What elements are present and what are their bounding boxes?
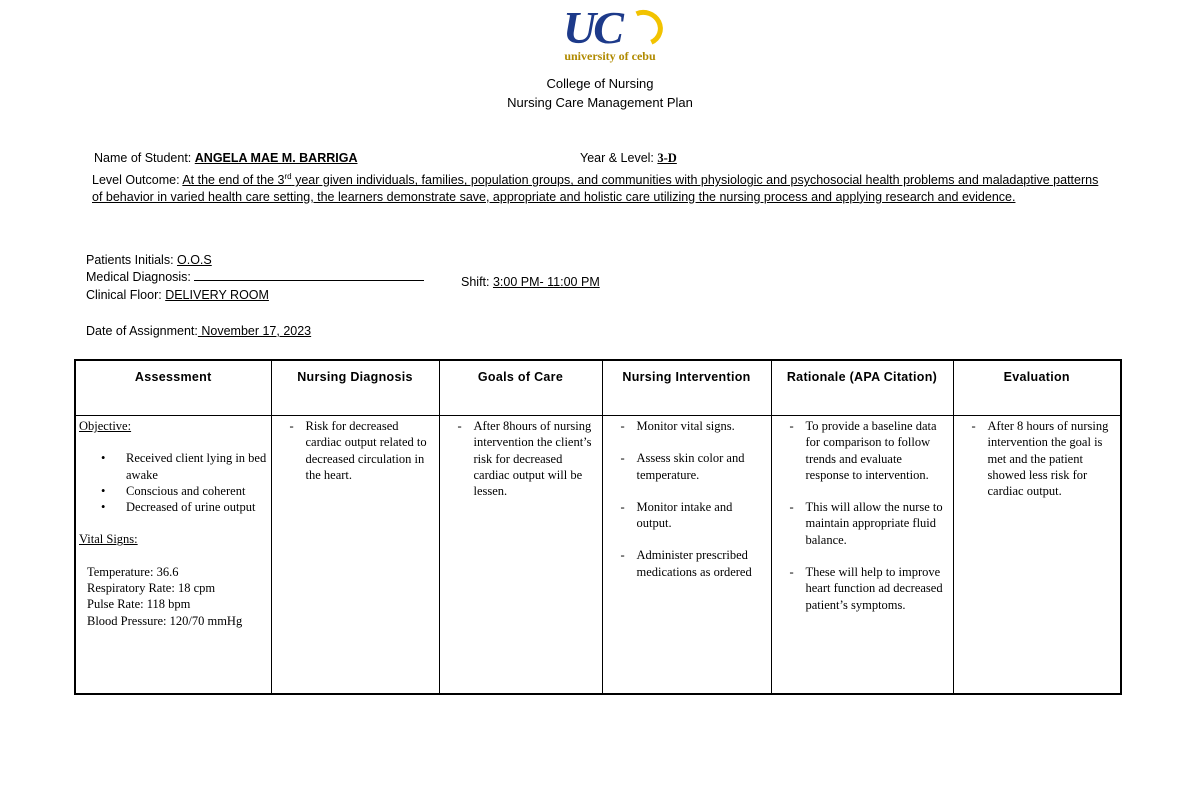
list-item: • Conscious and coherent xyxy=(101,483,246,498)
list-item: - Assess skin color and temperature. xyxy=(620,451,745,482)
medical-diagnosis-row xyxy=(86,270,424,284)
college-title: College of Nursing xyxy=(546,76,654,91)
student-name-label: Name of Student: xyxy=(94,151,195,165)
evaluation-cell xyxy=(953,416,1121,695)
vital-respiratory-rate: Respiratory Rate: 18 cpm xyxy=(87,581,216,596)
clinical-floor-value: DELIVERY ROOM xyxy=(165,288,269,302)
nursing-diagnosis-cell xyxy=(271,416,439,695)
assessment-cell xyxy=(75,416,271,695)
level-outcome-label: Level Outcome: xyxy=(92,173,183,188)
vital-signs-label: Vital Signs: xyxy=(79,532,138,547)
shift-value: 3:00 PM- 11:00 PM xyxy=(492,275,600,289)
list-item: - Risk for decreased cardiac output related to decreased circulation in the heart. xyxy=(289,419,427,482)
logo-text: university of cebu xyxy=(564,49,656,63)
list-item: • Received client lying in bed awake xyxy=(101,451,267,482)
header-nursing-diagnosis: Nursing Diagnosis xyxy=(271,360,439,416)
list-item: - Monitor intake and output. xyxy=(620,499,733,531)
date-label: Date of Assignment: xyxy=(86,324,198,338)
list-item: - Administer prescribed medications as ordered xyxy=(620,548,752,579)
patient-initials-row xyxy=(86,253,212,267)
table-header-row xyxy=(75,360,1121,416)
shift-label: Shift: xyxy=(461,275,493,289)
clinical-floor-label: Clinical Floor: xyxy=(86,288,166,302)
medical-diagnosis-blank xyxy=(194,270,424,281)
vital-blood-pressure: Blood Pressure: 120/70 mmHg xyxy=(87,613,243,628)
year-level-value: 3-D xyxy=(657,151,677,165)
university-logo xyxy=(555,2,665,63)
list-item: - These will help to improve heart function ad decreased patient’s symptoms. xyxy=(789,565,943,612)
logo-swoosh-icon xyxy=(620,5,668,52)
rationale-cell xyxy=(771,416,953,695)
list-item: - After 8 hours of nursing intervention the goal is met and the patient showed less risk for cardiac output. xyxy=(971,419,1109,499)
vital-pulse-rate: Pulse Rate: 118 bpm xyxy=(87,597,191,612)
objective-label: Objective: xyxy=(79,419,132,433)
vital-temperature: Temperature: 36.6 xyxy=(87,564,179,579)
table-row xyxy=(75,416,1121,695)
patient-initials-value: O.O.S xyxy=(177,253,212,267)
header-nursing-intervention: Nursing Intervention xyxy=(602,360,771,416)
list-item: - Monitor vital signs. xyxy=(620,419,735,433)
student-name-row xyxy=(94,151,358,165)
clinical-floor-row xyxy=(86,288,269,302)
list-item: - This will allow the nurse to maintain appropriate fluid balance. xyxy=(789,500,943,547)
shift-row xyxy=(461,275,600,289)
header-rationale: Rationale (APA Citation) xyxy=(771,360,953,416)
header-assessment: Assessment xyxy=(75,360,271,416)
year-level-row xyxy=(580,151,677,166)
date-row xyxy=(86,324,311,338)
nursing-care-table xyxy=(74,359,1122,695)
medical-diagnosis-label: Medical Diagnosis: xyxy=(86,270,195,284)
goals-cell xyxy=(439,416,602,695)
header-goals-of-care: Goals of Care xyxy=(439,360,602,416)
level-outcome xyxy=(92,169,1112,205)
patient-initials-label: Patients Initials: xyxy=(86,253,178,267)
plan-title: Nursing Care Management Plan xyxy=(507,95,693,110)
list-item: - To provide a baseline data for comparison to follow trends and evaluate response to intervention. xyxy=(789,419,937,482)
logo-mark: UC xyxy=(563,2,621,53)
list-item: - After 8hours of nursing intervention the client’s risk for decreased cardiac output will be lessen. xyxy=(457,419,592,499)
year-level-label: Year & Level: xyxy=(580,151,658,165)
level-outcome-text: At the end of the 3rd year given individuals, families, population groups, and communities with physiologic and psychosocial health problems and maladaptive patterns of behavior in varied health care setting, the learners demonstrate save, appropriate and holistic care utilizing the nursing process and applying research and evidence. xyxy=(92,172,1099,204)
list-item: • Decreased of urine output xyxy=(101,500,256,515)
student-name-value: ANGELA MAE M. BARRIGA xyxy=(194,151,358,165)
header-evaluation: Evaluation xyxy=(953,360,1121,416)
date-value: November 17, 2023 xyxy=(197,324,312,338)
intervention-cell xyxy=(602,416,771,695)
